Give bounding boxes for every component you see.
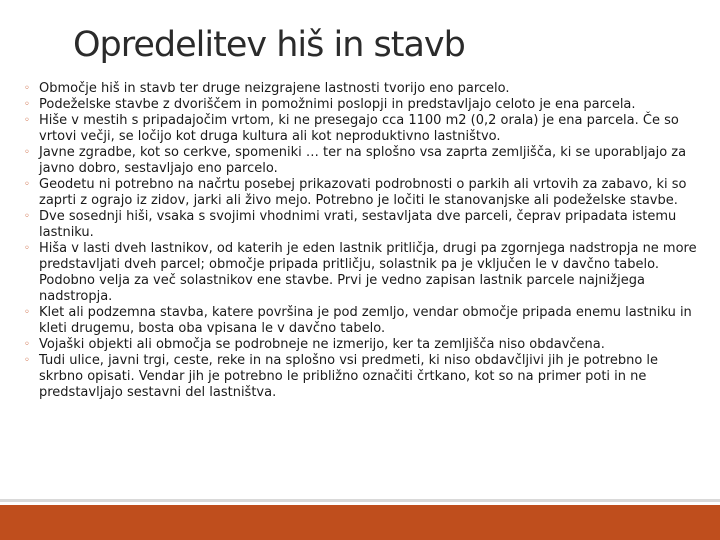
list-item [24, 241, 698, 305]
list-item [24, 113, 698, 145]
bullet-icon: ◦ [24, 99, 30, 110]
list-item-text: Klet ali podzemna stavba, katere površina je pod zemljo, vendar območje pripada enemu lastniku in kleti drugemu, bosta oba vpisana le v davčno tabelo. [39, 305, 692, 336]
bullet-icon: ◦ [24, 179, 30, 190]
list-item [24, 305, 698, 337]
footer-divider [0, 499, 720, 502]
list-item-text: Podeželske stavbe z dvoriščem in pomožnimi poslopji in predstavljajo celoto je ena parcela. [39, 97, 636, 112]
list-item [24, 145, 698, 177]
bullet-icon: ◦ [24, 115, 30, 126]
list-item-text: Hiše v mestih s pripadajočim vrtom, ki ne presegajo cca 1100 m2 (0,2 orala) je ena parcela. Če so vrtovi večji, se ločijo kot druga kultura ali kot neproduktivno lastništvo. [39, 113, 679, 144]
list-item-text: Območje hiš in stavb ter druge neizgrajene lastnosti tvorijo eno parcelo. [39, 81, 510, 96]
list-item [24, 177, 698, 209]
list-item-text: Tudi ulice, javni trgi, ceste, reke in na splošno vsi predmeti, ki niso obdavčljivi jih je potrebno le skrbno opisati. Vendar jih je potrebno le približno označiti črtkano, kot so na primer poti in ne predstavljajo sestavni del lastništva. [39, 353, 659, 400]
list-item-text: Javne zgradbe, kot so cerkve, spomeniki … ter na splošno vsa zaprta zemljišča, ki se uporabljajo za javno dobro, sestavljajo eno parcelo. [39, 145, 687, 176]
list-item-text: Hiša v lasti dveh lastnikov, od katerih je eden lastnik pritličja, drugi pa zgornjega nadstropja ne more predstavljati dveh parcel; območje pripada pritličju, solastnik pa je vključen le v davčno tabelo. Podobno velja za več solastnikov ene stavbe. Prvi je vedno zapisan lastnik parcele najnižjega nadstropja. [39, 241, 697, 304]
bullet-list [24, 81, 698, 401]
footer-accent-bar [0, 505, 720, 540]
bullet-icon: ◦ [24, 355, 30, 366]
bullet-icon: ◦ [24, 83, 30, 94]
bullet-icon: ◦ [24, 211, 30, 222]
list-item-text: Vojaški objekti ali območja se podrobneje ne izmerijo, ker ta zemljišča niso obdavčena. [39, 337, 605, 352]
bullet-icon: ◦ [24, 243, 30, 254]
list-item [24, 353, 698, 401]
list-item-text: Dve sosednji hiši, vsaka s svojimi vhodnimi vrati, sestavljata dve parceli, čeprav pripadata istemu lastniku. [39, 209, 677, 240]
list-item [24, 97, 698, 113]
list-item-text: Geodetu ni potrebno na načrtu posebej prikazovati podrobnosti o parkih ali vrtovih za zabavo, ki so zaprti z ograjo iz zidov, jarki ali živo mejo. Potrebno je ločiti le stanovanjske ali podeželske stavbe. [39, 177, 687, 208]
slide-title: Opredelitev hiš in stavb [73, 25, 465, 65]
list-item [24, 209, 698, 241]
bullet-icon: ◦ [24, 339, 30, 350]
bullet-icon: ◦ [24, 307, 30, 318]
list-item [24, 81, 698, 97]
bullet-icon: ◦ [24, 147, 30, 158]
list-item [24, 337, 698, 353]
